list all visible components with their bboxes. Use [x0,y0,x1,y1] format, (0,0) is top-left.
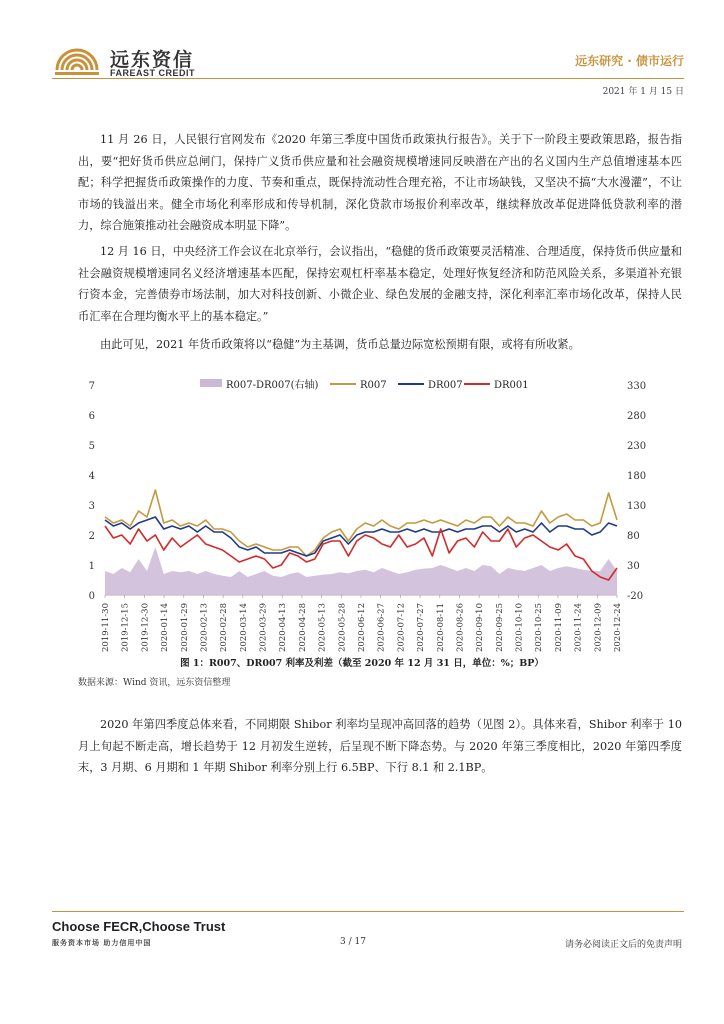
x-tick-label: 2020-12-24 [613,603,623,653]
figure-source: 数据来源：Wind 资讯，远东资信整理 [78,678,231,688]
paragraph-4: 2020 年第四季度总体来看，不同期限 Shibor 利率均呈现冲高回落的趋势（见图 2）。具体来看，Shibor 利率于 10 月上旬起不断走高，增长趋势于 12 月初发生逆转，后呈现不断下降态势。与 2020 年第三季度相比，2020 年第四季度末，3 月期、6 月期和 1 年期 Shibor 利率分别上行 6.5BP、下行 8.1 和 2.1BP。 [78,718,682,775]
legend-label-1: R007 [360,380,387,391]
x-tick-label: 2020-07-12 [396,603,407,653]
logo-name-en: FAREAST CREDIT [110,68,196,78]
x-tick-label: 2020-06-27 [376,603,387,653]
legend-swatch-0 [200,379,222,387]
footer-divider [52,911,684,912]
x-tick-label: 2020-10-10 [514,603,525,653]
header-divider [52,78,684,79]
series-area-spread [105,547,617,595]
x-tick-label: 2020-04-13 [278,603,289,653]
header-section-title: 远东研究 · 债市运行 [575,54,684,68]
y-left-tick-label: 1 [88,561,95,572]
x-tick-label: 2019-11-30 [101,603,111,653]
x-tick-label: 2020-08-11 [435,603,446,653]
x-tick-label: 2020-01-14 [160,603,171,653]
y-right-tick-label: 130 [627,501,647,512]
x-tick-label: 2019-12-30 [140,603,151,653]
x-tick-label: 2020-06-12 [357,603,367,653]
fareast-logo-mark [52,40,102,80]
y-right-tick-label: 180 [627,471,647,482]
paragraph-3: 由此可见，2021 年货币政策将以“稳健”为主基调，货币总量边际宽松预期有限，或将有所收紧。 [100,338,580,351]
x-tick-label: 2020-05-28 [337,603,348,653]
footer-disclaimer: 请务必阅读正文后的免责声明 [564,940,682,950]
footer-slogan: Choose FECR,Choose Trust [52,919,226,934]
x-tick-label: 2020-11-24 [573,603,584,653]
x-tick-label: 2020-02-28 [219,603,230,653]
x-tick-label: 2020-05-13 [317,603,328,653]
legend-label-3: DR001 [494,380,529,391]
x-tick-label: 2020-09-25 [494,603,505,653]
x-tick-label: 2020-01-29 [179,603,190,653]
y-right-tick-label: 230 [627,441,647,452]
y-left-tick-label: 2 [88,531,95,542]
x-tick-label: 2020-03-29 [258,603,269,653]
x-tick-label: 2020-12-09 [593,603,604,653]
y-right-tick-label: -20 [627,591,644,602]
y-left-tick-label: 5 [88,441,95,452]
y-right-tick-label: 330 [627,381,647,392]
x-tick-label: 2019-12-15 [120,603,131,653]
paragraph-1: 11 月 26 日，人民银行官网发布《2020 年第三季度中国货币政策执行报告》。关于下一阶段主要政策思路，报告指出，要“把好货币供应总闸门，保持广义货币供应量和社会融资规模增速同反映潜在产出的名义国内生产总值增速基本匹配；科学把握货币政策操作的力度、节奏和重点，既保持流动性合理充裕，不让市场缺钱，又坚决不搞“大水漫灌”，不让市场的钱溢出来。健全市场化利率形成和传导机制，深化贷款市场报价利率改革，继续释放改革促进降低贷款利率的潜力，综合施策推动社会融资成本明显下降”。 [78,133,682,233]
x-tick-label: 2020-11-09 [553,603,564,653]
y-right-tick-label: 30 [627,561,640,572]
logo-name-cn: 远东资信 [110,49,195,71]
x-tick-label: 2020-07-27 [416,603,427,653]
x-tick-label: 2020-08-26 [455,603,466,653]
y-left-tick-label: 7 [88,381,95,392]
x-tick-label: 2020-04-28 [297,603,308,653]
x-tick-label: 2020-09-10 [475,603,486,653]
x-tick-label: 2020-10-25 [534,603,545,653]
y-left-tick-label: 6 [88,411,95,422]
legend-label-0: R007-DR007(右轴) [226,380,319,391]
figure-caption: 图 1：R007、DR007 利率及利差（截至 2020 年 12 月 31 日，单位：%；BP） [180,658,544,669]
x-tick-label: 2020-03-14 [238,603,249,653]
y-right-tick-label: 280 [627,411,647,422]
paragraph-2: 12 月 16 日，中央经济工作会议在北京举行，会议指出，“稳健的货币政策要灵活精准、合理适度，保持货币供应量和社会融资规模增速同名义经济增速基本匹配，保持宏观杠杆率基本稳定，处理好恢复经济和防范风险关系，多渠道补充银行资本金，完善债券市场法制，加大对科技创新、小微企业、绿色发展的金融支持，深化利率汇率市场化改革，保持人民币汇率在合理均衡水平上的基本稳定。” [78,245,682,323]
series-line-dr007 [105,517,617,556]
y-right-tick-label: 80 [627,531,640,542]
rate-spread-chart [0,370,724,670]
footer-subslogan: 服务资本市场 助力信用中国 [52,939,152,947]
y-left-tick-label: 0 [88,591,95,602]
report-date: 2021 年 1 月 15 日 [602,87,684,97]
x-tick-label: 2020-02-13 [199,603,210,653]
y-left-tick-label: 4 [88,471,95,482]
page-number: 3 / 17 [340,937,366,947]
y-left-tick-label: 3 [88,501,95,512]
legend-label-2: DR007 [428,380,463,391]
